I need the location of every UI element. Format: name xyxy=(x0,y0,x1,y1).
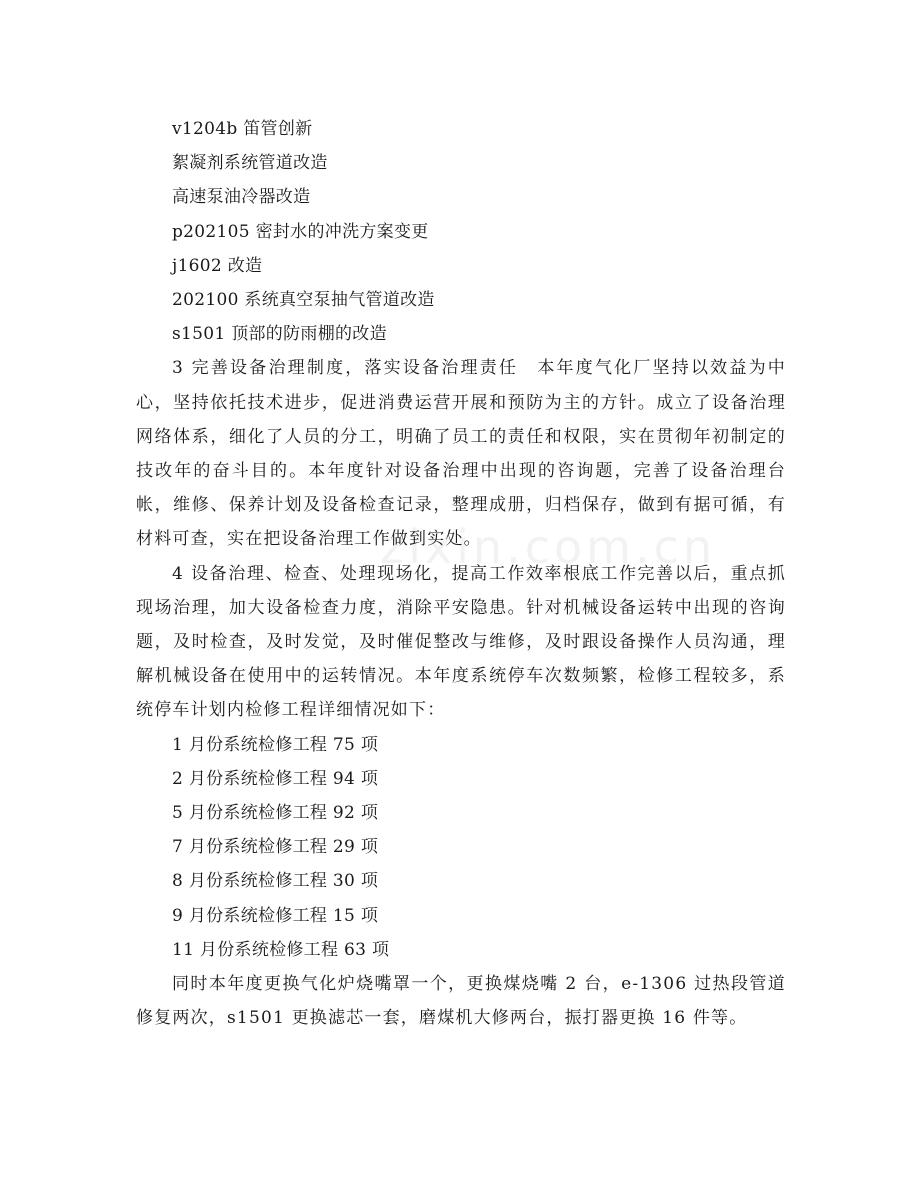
list-item-project: 202100 系统真空泵抽气管道改造 xyxy=(172,290,435,311)
list-item-monthly-repair: 7 月份系统检修工程 29 项 xyxy=(172,837,379,858)
paragraph-section-4: 4 设备治理、检查、处理现场化，提高工作效率根底工作完善以后，重点抓现场治理，加大设备检查力度，消除平安隐患。针对机械设备运转中出现的咨询题，及时检查，及时发觉，及时催促整改与维修，及时跟设备操作人员沟通，理解机械设备在使用中的运转情况。本年度系统停车次数频繁，检修工程较多，系统停车计划内检修工程详细情况如下： xyxy=(136,563,786,721)
list-item-monthly-repair: 9 月份系统检修工程 15 项 xyxy=(172,905,379,926)
paragraph-section-3: 3 完善设备治理制度，落实设备治理责任 本年度气化厂坚持以效益为中心，坚持依托技术进步，促进消费运营开展和预防为主的方针。成立了设备治理网络体系，细化了人员的分工，明确了员工的责任和权限，实在贯彻年初制定的技改年的奋斗目的。本年度针对设备治理中出现的咨询题，完善了设备治理台帐，维修、保养计划及设备检查记录，整理成册，归档保存，做到有据可循，有材料可查，实在把设备治理工作做到实处。 xyxy=(136,358,786,550)
list-item-project: 絮凝剂系统管道改造 xyxy=(172,153,328,174)
document-body xyxy=(136,112,786,1035)
list-item-project: s1501 顶部的防雨棚的改造 xyxy=(172,324,387,345)
paragraph-final: 同时本年度更换气化炉烧嘴罩一个，更换煤烧嘴 2 台，e-1306 过热段管道修复两次，s1501 更换滤芯一套，磨煤机大修两台，振打器更换 16 件等。 xyxy=(136,974,786,1029)
list-item-monthly-repair: 5 月份系统检修工程 92 项 xyxy=(172,803,379,824)
list-item-monthly-repair: 1 月份系统检修工程 75 项 xyxy=(172,734,379,755)
list-item-monthly-repair: 2 月份系统检修工程 94 项 xyxy=(172,768,379,789)
list-item-project: j1602 改造 xyxy=(172,255,263,276)
list-item-project: p202105 密封水的冲洗方案变更 xyxy=(172,221,429,242)
list-item-project: 高速泵油冷器改造 xyxy=(172,187,311,208)
list-item-monthly-repair: 8 月份系统检修工程 30 项 xyxy=(172,871,379,892)
list-item-monthly-repair: 11 月份系统检修工程 63 项 xyxy=(172,939,390,960)
watermark: zixin.com.cn xyxy=(380,520,717,574)
list-item-project: v1204b 笛管创新 xyxy=(172,119,313,139)
